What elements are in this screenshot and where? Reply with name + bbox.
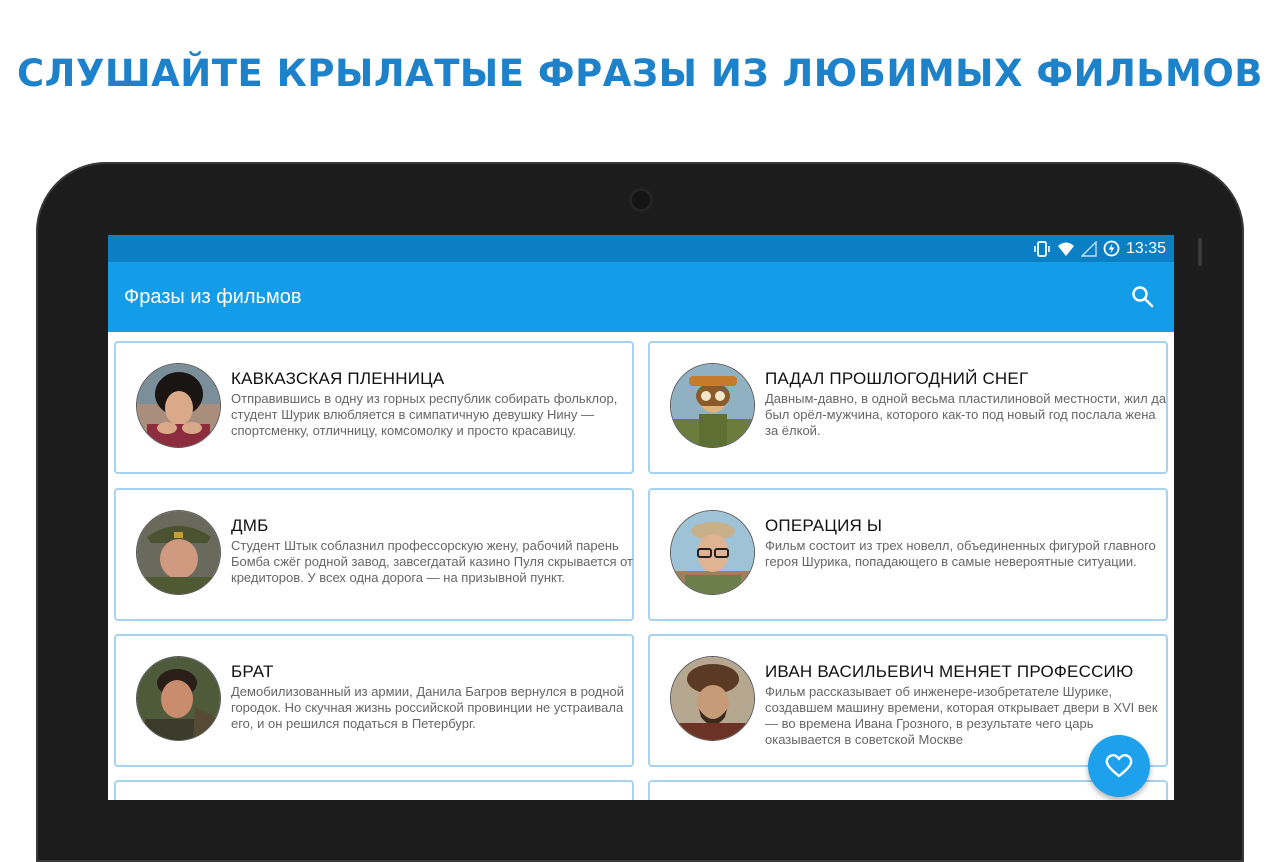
film-description: Давным-давно, в одной весьма пластилиновой местности, жил да был орёл-мужчина, которого как-то под новый год послала жена за ёлкой. (765, 391, 1167, 438)
film-card-partial[interactable] (648, 780, 1168, 800)
film-avatar (671, 364, 754, 447)
front-camera (629, 188, 653, 212)
film-card-brat[interactable] (114, 634, 634, 767)
film-avatar (137, 511, 220, 594)
app-title: Фразы из фильмов (124, 286, 302, 308)
film-card-kavkazskaya-plennitsa[interactable] (114, 341, 634, 474)
film-card-ivan-vasilievich[interactable] (648, 634, 1168, 767)
film-description: Студент Штык соблазнил профессорскую жену, рабочий парень Бомба сжёг родной завод, завсегдатай казино Пуля скрывается от кредиторов. У всех одна дорога — на призывной пункт. (231, 538, 633, 585)
film-title: БРАТ (231, 662, 274, 681)
vibrate-icon (1033, 241, 1051, 257)
film-description: Демобилизованный из армии, Данила Багров вернулся в родной городок. Но скучная жизнь российской провинции не устраивала его, и он решился податься в Петербург. (231, 684, 625, 731)
film-avatar (137, 364, 220, 447)
search-button[interactable] (1130, 284, 1156, 310)
film-description: Фильм состоит из трех новелл, объединенных фигурой главного героя Шурика, попадающего в самые невероятные ситуации. (765, 538, 1156, 569)
film-title: ИВАН ВАСИЛЬЕВИЧ МЕНЯЕТ ПРОФЕССИЮ (765, 662, 1134, 681)
film-card-padal-proshlogodniy-sneg[interactable] (648, 341, 1168, 474)
status-bar (108, 235, 1174, 262)
film-title: ОПЕРАЦИЯ Ы (765, 516, 883, 535)
film-avatar (671, 511, 754, 594)
app-screen (108, 235, 1174, 800)
wifi-icon (1057, 241, 1075, 257)
film-avatar (671, 657, 754, 740)
film-card-partial[interactable] (114, 780, 634, 800)
film-description: Отправившись в одну из горных республик собирать фольклор, студент Шурик влюбляется в симпатичную девушку Нину — спортсменку, отличницу, комсомолку и просто красавицу. (231, 391, 618, 438)
film-description: Фильм рассказывает об инженере-изобретателе Шурике, создавшем машину времени, которая открывает двери в XVI век — во времена Ивана Грозного, в результате чего царь оказывается в советской Москве (765, 684, 1158, 747)
heart-icon (1105, 753, 1133, 779)
film-title: ПАДАЛ ПРОШЛОГОДНИЙ СНЕГ (765, 369, 1029, 388)
film-avatar (137, 657, 220, 740)
film-title: ДМБ (231, 516, 269, 535)
status-icons (1033, 235, 1166, 262)
film-title: КАВКАЗСКАЯ ПЛЕННИЦА (231, 369, 445, 388)
film-card-dmb[interactable] (114, 488, 634, 621)
signal-icon (1081, 241, 1097, 257)
film-card-operatsiya-y[interactable] (648, 488, 1168, 621)
promo-headline: СЛУШАЙТЕ КРЫЛАТЫЕ ФРАЗЫ ИЗ ЛЮБИМЫХ ФИЛЬМОВ (17, 52, 1263, 95)
status-time: 13:35 (1125, 239, 1166, 257)
search-icon (1130, 284, 1156, 310)
favorites-fab[interactable] (1088, 735, 1150, 797)
tablet-side-button (1198, 238, 1202, 266)
app-bar (108, 262, 1174, 332)
battery-charging-icon (1103, 240, 1120, 257)
